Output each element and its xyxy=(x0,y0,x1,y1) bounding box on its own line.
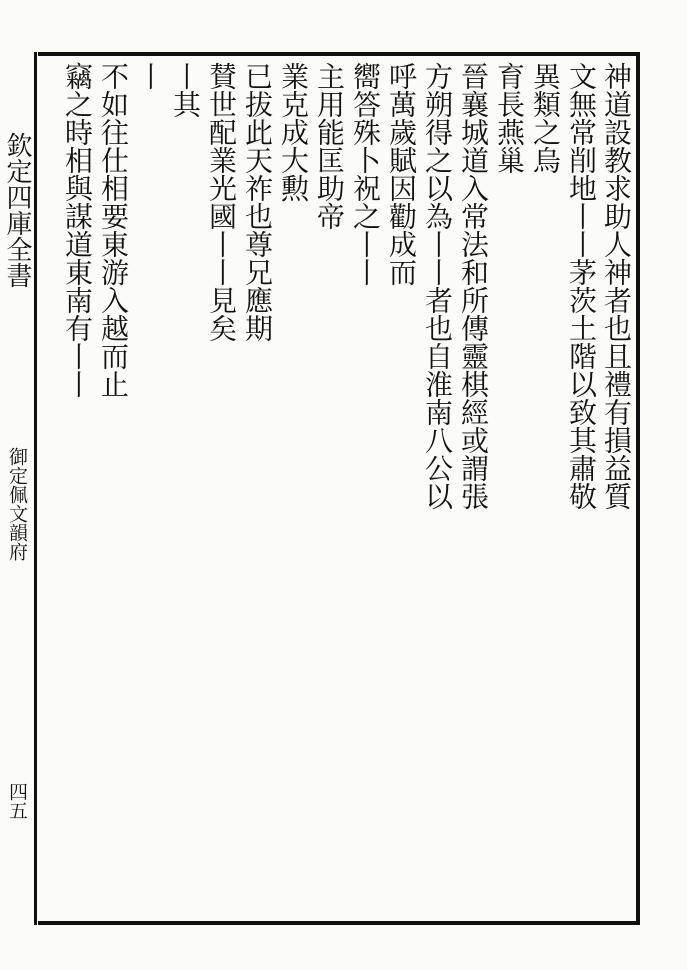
text-column: 不如往仕相要東游入越而止 xyxy=(97,62,130,398)
text-column: 異類之烏 xyxy=(529,62,562,174)
top-border-rule xyxy=(38,52,640,56)
text-column: 方朔得之以為丨丨者也自淮南八公以 xyxy=(421,62,454,510)
text-column: 晉襄城道入常法和所傳靈棋經或謂張 xyxy=(457,62,490,510)
text-column: 竊之時相與謀道東南有丨丨 xyxy=(61,62,94,398)
text-column: 呼萬歲賦因勸成而 xyxy=(385,62,418,286)
left-border-rule xyxy=(34,52,37,925)
text-column: 文無常削地丨丨茅茨土階以致其肅敬 xyxy=(565,62,598,510)
book-subtitle: 御定佩文韻府 xyxy=(6,447,28,561)
text-column: 丨其 xyxy=(169,62,202,118)
text-column: 主用能匡助帝 xyxy=(313,62,346,230)
bottom-border-rule xyxy=(38,921,640,925)
text-column: 育長燕巢 xyxy=(493,62,526,174)
text-column: 賛世配業光國丨丨見矣 xyxy=(205,62,238,342)
text-column: 已拔此天祚也尊兄應期 xyxy=(241,62,274,342)
text-column: 業克成大勲 xyxy=(277,62,310,202)
text-column: 神道設教求助人神者也且禮有損益質 xyxy=(600,62,633,510)
page-number: 四五 xyxy=(6,782,28,820)
book-title: 欽定四庫全書 xyxy=(2,132,32,288)
page-margin xyxy=(0,62,34,912)
right-border-rule xyxy=(636,52,640,925)
text-column: 丨 xyxy=(133,62,166,90)
text-column: 嚮答殊卜祝之丨丨 xyxy=(349,62,382,286)
